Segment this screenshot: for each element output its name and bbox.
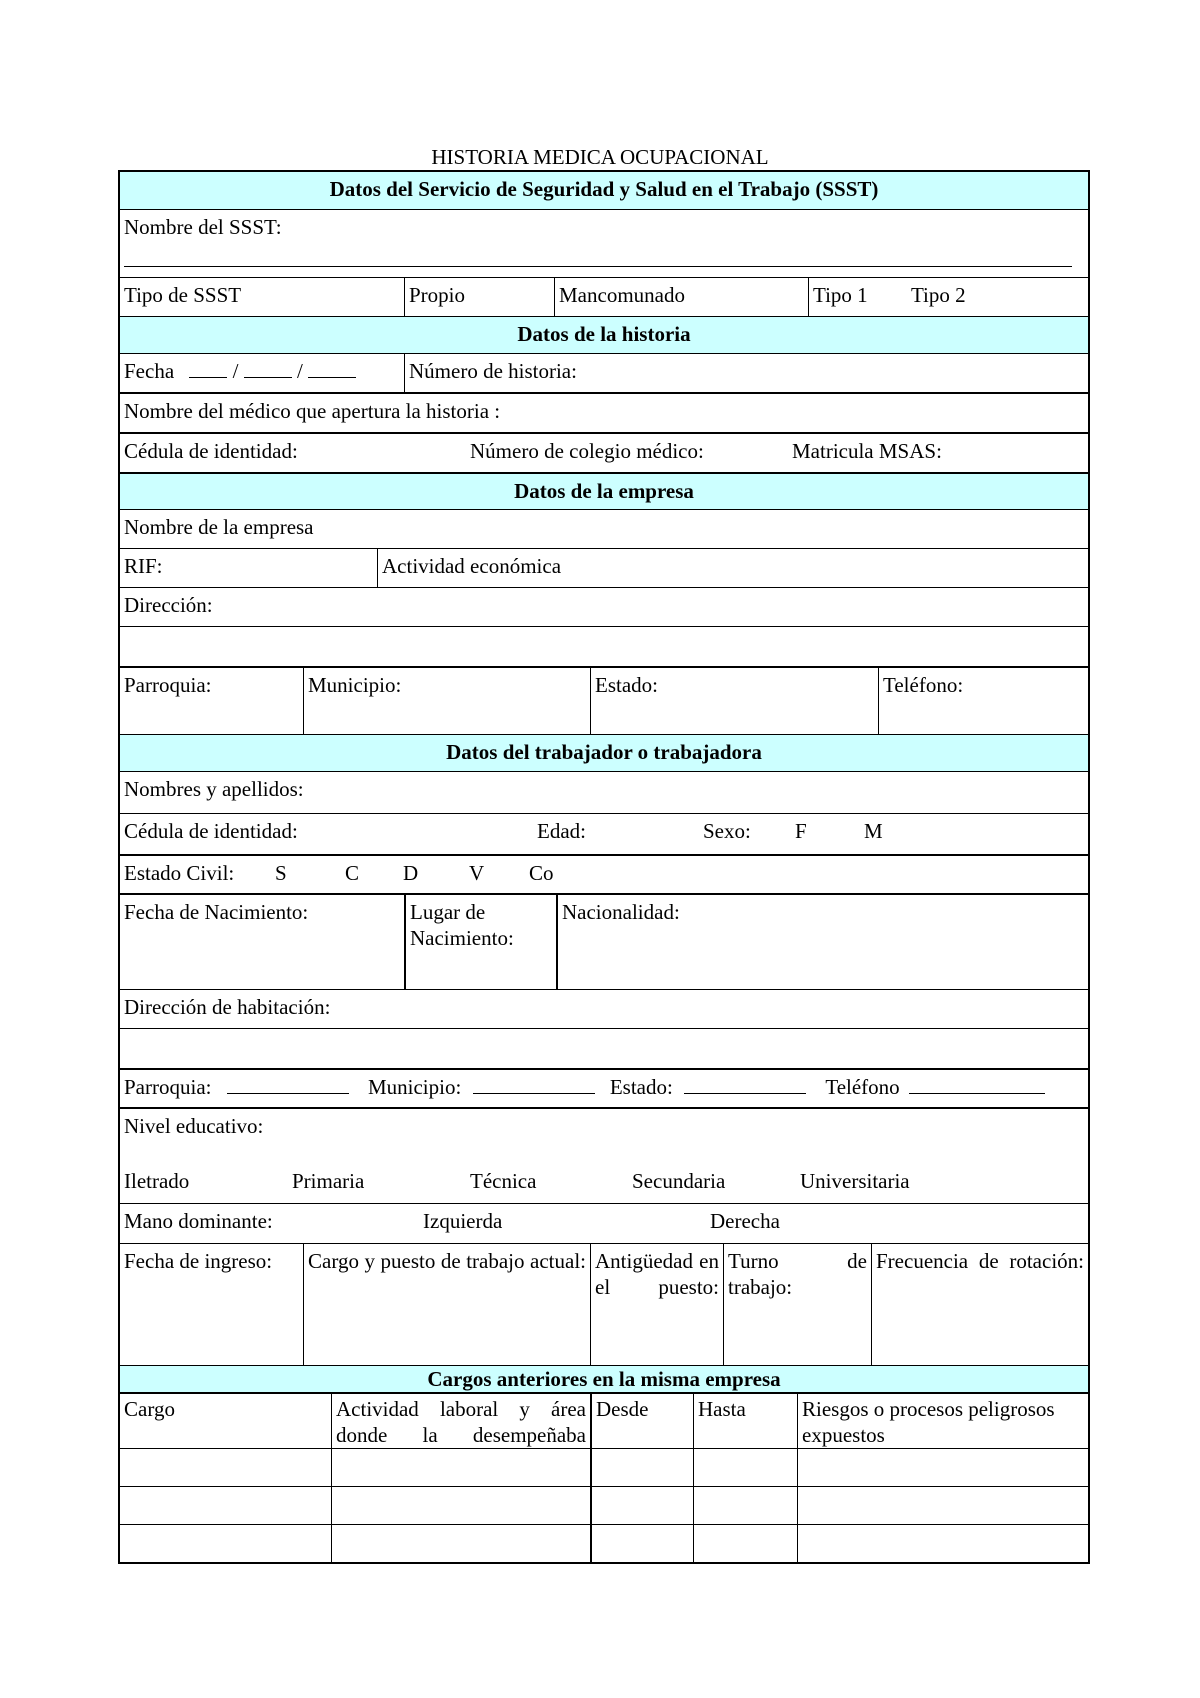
empresa-direccion-label: Dirección: <box>124 593 213 617</box>
civil-option-v[interactable]: V <box>469 861 485 885</box>
empresa-nombre-row <box>120 509 1088 548</box>
table-cell[interactable] <box>120 1449 331 1486</box>
col-header-riesgos: Riesgos o procesos peligrosos expuestos <box>797 1394 1088 1448</box>
fecha-day-blank[interactable] <box>189 359 227 378</box>
mano-dominante-label: Mano dominante: <box>124 1209 273 1233</box>
table-cell[interactable] <box>693 1449 797 1486</box>
trabajador-municipio-label: Municipio: <box>367 1075 462 1099</box>
occupational-medical-form <box>118 170 1090 1564</box>
trabajador-cedula-row <box>120 813 1088 854</box>
fecha-separator: / <box>232 359 239 383</box>
table-row <box>120 1524 1088 1562</box>
trabajador-nombres-label: Nombres y apellidos: <box>124 777 304 801</box>
fecha-nacimiento[interactable]: Fecha de Nacimiento: <box>124 900 309 924</box>
municipio-blank[interactable] <box>473 1075 595 1094</box>
civil-option-d[interactable]: D <box>403 861 419 885</box>
empresa-telefono[interactable]: Teléfono: <box>878 668 1088 734</box>
trabajador-edad-label: Edad: <box>537 819 586 843</box>
section-header-trabajador: Datos del trabajador o trabajadora <box>120 734 1088 771</box>
turno-trabajo-label: Turno de trabajo: <box>728 1249 867 1299</box>
document-title: HISTORIA MEDICA OCUPACIONAL <box>431 145 769 169</box>
fecha-separator: / <box>297 359 303 383</box>
empresa-location-row <box>120 666 1088 734</box>
empresa-municipio[interactable]: Municipio: <box>303 668 590 734</box>
habitacion-extra-row[interactable] <box>120 1028 1088 1068</box>
civil-option-s[interactable]: S <box>275 861 287 885</box>
mano-dominante-row <box>120 1203 1088 1243</box>
mano-option-izquierda[interactable]: Izquierda <box>423 1209 503 1233</box>
civil-option-c[interactable]: C <box>345 861 360 885</box>
ssst-option-tipo1[interactable]: Tipo 1 <box>813 283 868 307</box>
trabajador-location-row <box>120 1068 1088 1107</box>
telefono-blank[interactable] <box>909 1075 1045 1094</box>
empresa-actividad[interactable]: Actividad económica <box>377 549 1088 587</box>
estado-civil-label: Estado Civil: <box>124 861 235 885</box>
trabajador-nacimiento-row <box>120 893 1088 989</box>
ssst-name-label: Nombre del SSST: <box>124 215 282 239</box>
col-header-hasta: Hasta <box>693 1394 797 1448</box>
cargo-actual-label: Cargo y puesto de trabajo actual: <box>308 1249 586 1273</box>
nacionalidad[interactable]: Nacionalidad: <box>556 895 1088 989</box>
table-cell[interactable] <box>797 1487 1088 1524</box>
turno-trabajo[interactable] <box>723 1244 871 1365</box>
antiguedad[interactable] <box>590 1244 723 1365</box>
table-cell[interactable] <box>120 1525 331 1562</box>
table-cell[interactable] <box>590 1525 693 1562</box>
table-cell[interactable] <box>331 1525 590 1562</box>
ssst-type-row <box>120 277 1088 316</box>
trabajador-civil-row <box>120 854 1088 893</box>
cargo-actual[interactable] <box>303 1244 590 1365</box>
table-cell[interactable] <box>797 1525 1088 1562</box>
nivel-option-universitaria[interactable]: Universitaria <box>800 1169 910 1193</box>
historia-colegio-label: Número de colegio médico: <box>470 439 704 463</box>
historia-msas-label: Matricula MSAS: <box>792 439 942 463</box>
trabajador-parroquia-label: Parroquia: <box>124 1075 212 1099</box>
section-header-ssst: Datos del Servicio de Seguridad y Salud en el Trabajo (SSST) <box>120 172 1088 209</box>
ssst-name-line[interactable] <box>124 266 1072 267</box>
trabajador-sexo-label: Sexo: <box>703 819 751 843</box>
historia-medico-row <box>120 392 1088 432</box>
trabajador-nombres-row <box>120 771 1088 813</box>
ssst-option-mancomunado[interactable]: Mancomunado <box>554 278 808 316</box>
empresa-parroquia[interactable]: Parroquia: <box>124 673 212 697</box>
historia-medico-label: Nombre del médico que apertura la historia : <box>124 399 501 423</box>
empresa-direccion-extra-row[interactable] <box>120 626 1088 666</box>
trabajador-cedula-label: Cédula de identidad: <box>124 819 298 843</box>
table-cell[interactable] <box>590 1487 693 1524</box>
empresa-estado[interactable]: Estado: <box>590 668 878 734</box>
ssst-option-tipo2[interactable]: Tipo 2 <box>910 283 966 307</box>
section-header-historia: Datos de la historia <box>120 316 1088 353</box>
estado-blank[interactable] <box>684 1075 806 1094</box>
civil-option-co[interactable]: Co <box>529 861 554 885</box>
antiguedad-label: Antigüedad en el puesto: <box>595 1249 719 1299</box>
fecha-ingreso[interactable]: Fecha de ingreso: <box>124 1249 273 1273</box>
mano-option-derecha[interactable]: Derecha <box>710 1209 780 1233</box>
nivel-option-primaria[interactable]: Primaria <box>292 1169 365 1193</box>
frecuencia-rotacion[interactable] <box>871 1244 1088 1365</box>
fecha-year-blank[interactable] <box>308 359 356 378</box>
table-cell[interactable] <box>331 1449 590 1486</box>
nivel-educativo-label: Nivel educativo: <box>124 1114 264 1138</box>
ssst-option-propio[interactable]: Propio <box>404 278 554 316</box>
trabajador-location-fields <box>124 1074 1045 1100</box>
parroquia-blank[interactable] <box>227 1075 349 1094</box>
col-header-actividad <box>331 1394 590 1448</box>
empresa-rif-row <box>120 548 1088 587</box>
sexo-option-f[interactable]: F <box>795 819 807 843</box>
col-header-actividad-label: Actividad laboral y área donde la desempeñaba <box>336 1397 586 1447</box>
habitacion-label: Dirección de habitación: <box>124 995 331 1019</box>
historia-fecha <box>120 354 404 392</box>
col-header-desde: Desde <box>590 1394 693 1448</box>
historia-date-row <box>120 353 1088 392</box>
section-header-empresa: Datos de la empresa <box>120 472 1088 509</box>
lugar-nacimiento-line1: Lugar de <box>410 900 486 924</box>
nivel-option-tecnica[interactable]: Técnica <box>470 1169 537 1193</box>
empresa-direccion-row <box>120 587 1088 626</box>
trabajador-estado-label: Estado: <box>609 1075 673 1099</box>
empresa-nombre-label: Nombre de la empresa <box>124 515 314 539</box>
empresa-rif[interactable]: RIF: <box>124 554 163 578</box>
ingreso-row <box>120 1243 1088 1365</box>
sexo-option-m[interactable]: M <box>864 819 883 843</box>
col-header-cargo: Cargo <box>124 1397 175 1421</box>
lugar-nacimiento[interactable] <box>404 895 556 989</box>
nivel-option-iletrado[interactable]: Iletrado <box>124 1169 190 1193</box>
cargos-header-row <box>120 1392 1088 1448</box>
table-cell[interactable] <box>120 1487 331 1524</box>
table-cell[interactable] <box>331 1487 590 1524</box>
table-cell[interactable] <box>693 1487 797 1524</box>
nivel-option-secundaria[interactable]: Secundaria <box>632 1169 726 1193</box>
table-cell[interactable] <box>797 1449 1088 1486</box>
fecha-month-blank[interactable] <box>244 359 292 378</box>
historia-ids-row <box>120 432 1088 472</box>
table-cell[interactable] <box>693 1525 797 1562</box>
table-row <box>120 1448 1088 1486</box>
historia-cedula-label: Cédula de identidad: <box>124 439 298 463</box>
historia-fecha-label: Fecha <box>124 359 175 383</box>
historia-numero[interactable]: Número de historia: <box>404 354 1088 392</box>
nivel-educativo-row <box>120 1107 1088 1203</box>
habitacion-row <box>120 989 1088 1028</box>
trabajador-telefono-label: Teléfono <box>825 1075 900 1099</box>
section-header-cargos: Cargos anteriores en la misma empresa <box>120 1365 1088 1392</box>
ssst-name-row <box>120 209 1088 277</box>
table-cell[interactable] <box>590 1449 693 1486</box>
ssst-tipo-options <box>808 278 1088 316</box>
frecuencia-rotacion-label: Frecuencia de rotación: <box>876 1249 1084 1273</box>
ssst-type-label: Tipo de SSST <box>124 283 242 307</box>
table-row <box>120 1486 1088 1524</box>
lugar-nacimiento-line2: Nacimiento: <box>410 926 514 950</box>
